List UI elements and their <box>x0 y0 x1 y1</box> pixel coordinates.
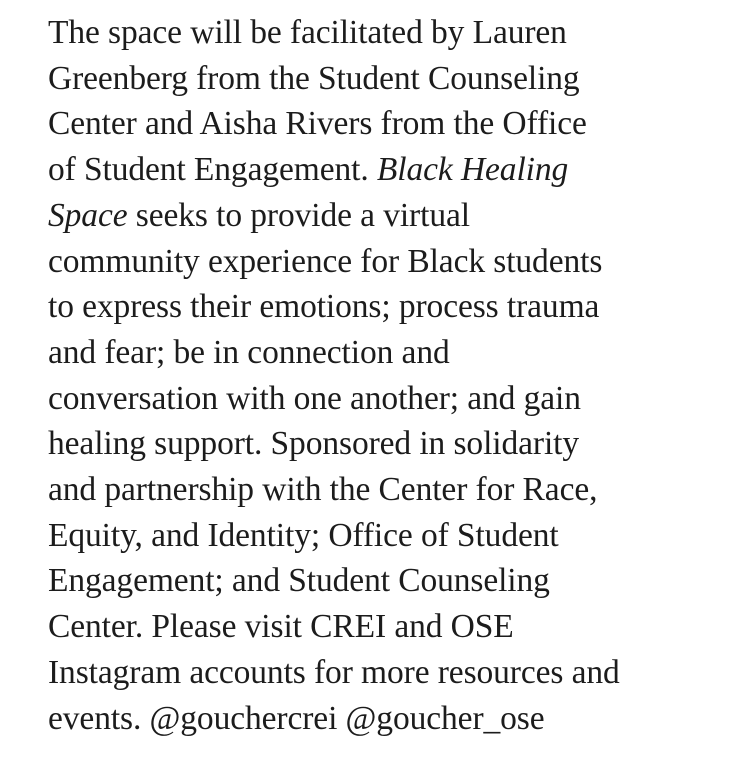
text-line: The space will be facilitated by Lauren <box>48 14 567 51</box>
text-line: events. @gouchercrei @goucher_ose <box>48 699 545 737</box>
text-line: Greenberg from the Student Counseling <box>48 59 580 97</box>
program-name-italic: Black Healing <box>376 151 569 189</box>
text-line: community experience for Black students <box>48 242 603 280</box>
text-line: to express their emotions; process trauma <box>48 288 600 326</box>
text-line: Engagement; and Student Counseling <box>48 562 550 600</box>
text-line: Equity, and Identity; Office of Student <box>48 516 559 554</box>
text-line: and fear; be in connection and <box>48 333 450 371</box>
text-line: Center. Please visit CREI and OSE <box>48 608 514 646</box>
text-line: and partnership with the Center for Race, <box>48 471 598 509</box>
text-line: healing support. Sponsored in solidarity <box>48 425 580 463</box>
text-line: Space seeks to provide a virtual <box>48 196 470 234</box>
program-name-italic: Space <box>48 196 128 234</box>
announcement-text <box>48 10 738 741</box>
text-line: conversation with one another; and gain <box>48 379 581 417</box>
text-line: of Student Engagement. Black Healing <box>48 151 569 189</box>
text-line: Instagram accounts for more resources and <box>48 653 620 691</box>
text-line: Center and Aisha Rivers from the Office <box>48 105 587 143</box>
